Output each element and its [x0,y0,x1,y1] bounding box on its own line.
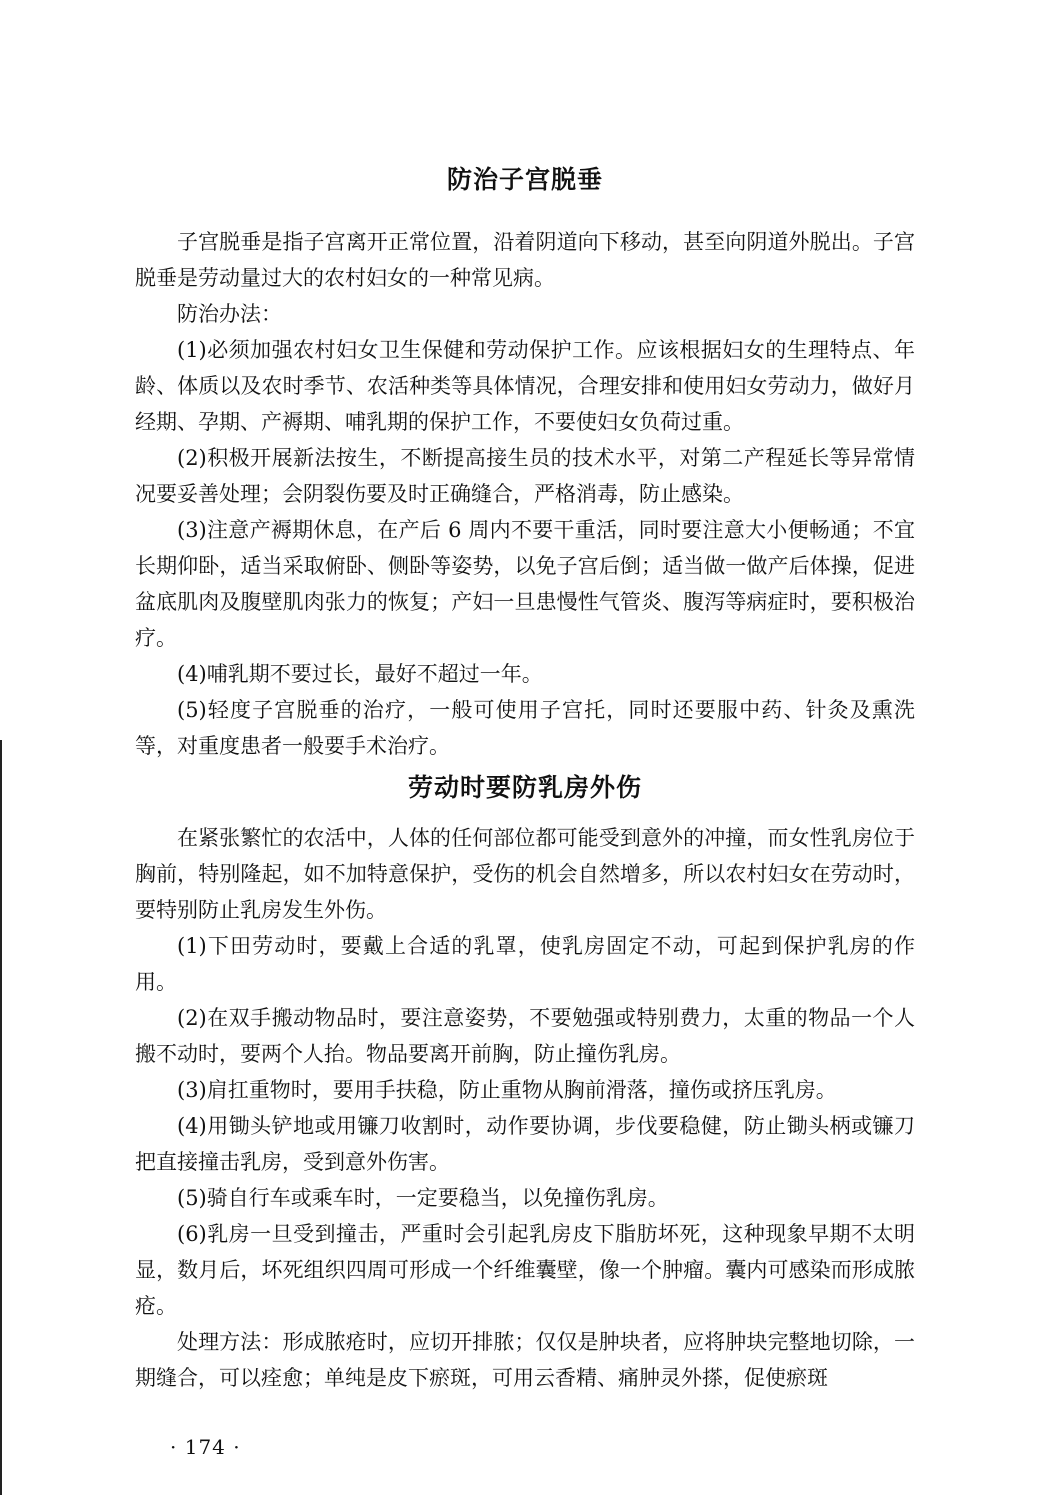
paragraph: (3)肩扛重物时，要用手扶稳，防止重物从胸前滑落，撞伤或挤压乳房。 [177,1078,837,1102]
paragraph: (3)注意产褥期休息，在产后 6 周内不要干重活，同时要注意大小便畅通；不宜长期仰卧，适当采取俯卧、侧卧等姿势，以免子宫后倒；适当做一做产后体操，促进盆底肌肉及腹壁肌肉张力的恢复；产妇一旦患慢性气管炎、腹泻等病症时，要积极治疗。 [135,518,915,650]
paragraph: 子宫脱垂是指子宫离开正常位置，沿着阴道向下移动，甚至向阴道外脱出。子宫脱垂是劳动量过大的农村妇女的一种常见病。 [135,230,915,290]
section-2-heading: 劳动时要防乳房外伤 [407,773,642,802]
paragraph: (1)下田劳动时，要戴上合适的乳罩，使乳房固定不动，可起到保护乳房的作用。 [135,934,915,994]
paragraph: 在紧张繁忙的农活中，人体的任何部位都可能受到意外的冲撞，而女性乳房位于胸前，特别隆起，如不加特意保护，受伤的机会自然增多，所以农村妇女在劳动时，要特别防止乳房发生外伤。 [135,826,915,922]
section-1-heading: 防治子宫脱垂 [446,165,603,194]
section-1-body [135,224,915,764]
paragraph: (4)用锄头铲地或用镰刀收割时，动作要协调，步伐要稳健，防止锄头柄或镰刀把直接撞击乳房，受到意外伤害。 [135,1114,915,1174]
paragraph: (2)在双手搬动物品时，要注意姿势，不要勉强或特别费力，太重的物品一个人搬不动时，要两个人抬。物品要离开前胸，防止撞伤乳房。 [135,1006,915,1066]
paragraph: 防治办法： [177,302,282,326]
paragraph: (6)乳房一旦受到撞击，严重时会引起乳房皮下脂肪坏死，这种现象早期不太明显，数月后，坏死组织四周可形成一个纤维囊壁，像一个肿瘤。囊内可感染而形成脓疮。 [135,1222,915,1318]
paragraph: (5)轻度子宫脱垂的治疗，一般可使用子宫托，同时还要服中药、针灸及熏洗等，对重度患者一般要手术治疗。 [135,698,915,758]
paragraph: 处理方法：形成脓疮时，应切开排脓；仅仅是肿块者，应将肿块完整地切除，一期缝合，可以痊愈；单纯是皮下瘀斑，可用云香精、痛肿灵外搽，促使瘀斑 [135,1330,915,1390]
paragraph: (1)必须加强农村妇女卫生保健和劳动保护工作。应该根据妇女的生理特点、年龄、体质以及农时季节、农活种类等具体情况，合理安排和使用妇女劳动力，做好月经期、孕期、产褥期、哺乳期的保护工作，不要使妇女负荷过重。 [135,338,915,434]
scan-edge-line [0,740,2,1495]
paragraph: (5)骑自行车或乘车时，一定要稳当，以免撞伤乳房。 [177,1186,669,1210]
page-number: · 174 · [170,1435,241,1459]
paragraph: (2)积极开展新法按生，不断提高接生员的技术水平，对第二产程延长等异常情况要妥善处理；会阴裂伤要及时正确缝合，严格消毒，防止感染。 [135,446,915,506]
section-2-body [135,820,915,1396]
paragraph: (4)哺乳期不要过长，最好不超过一年。 [177,662,543,686]
